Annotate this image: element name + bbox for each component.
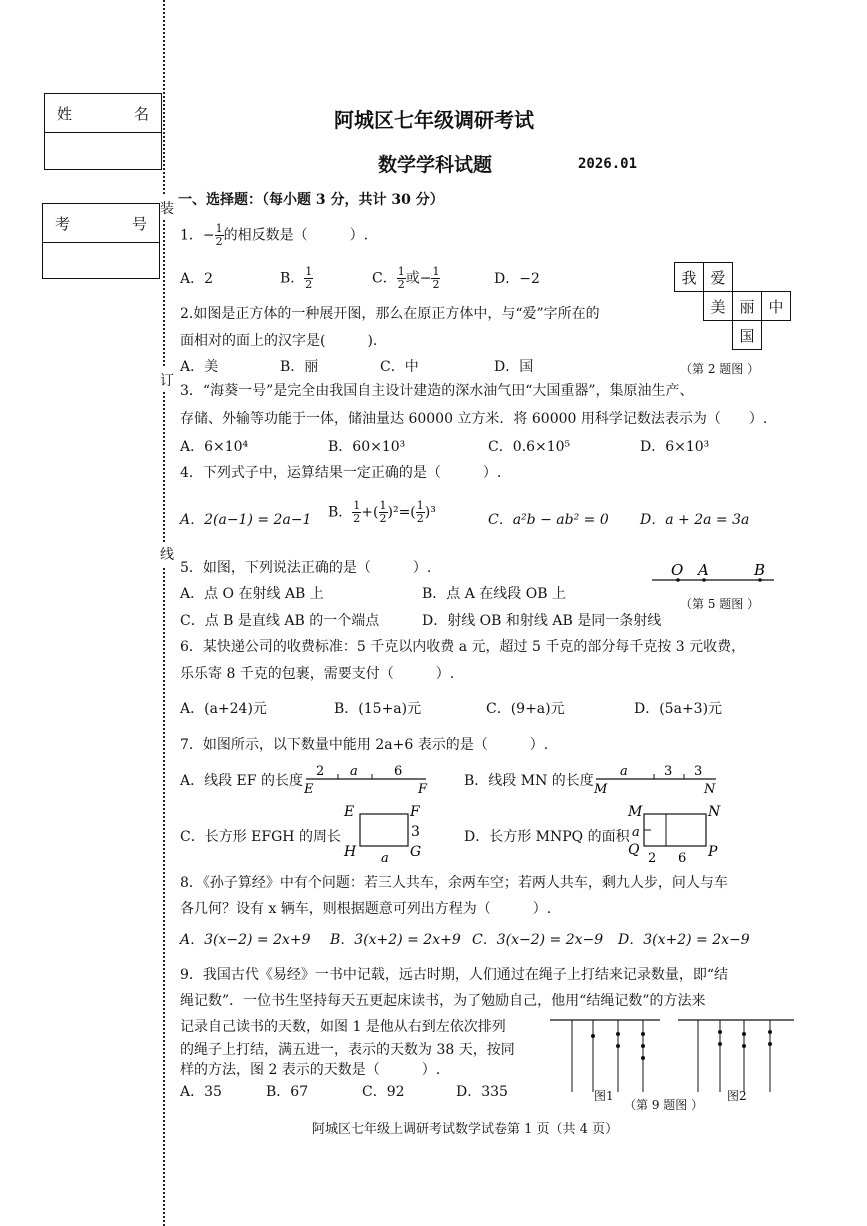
q6-stem-line1: 6．某快递公司的收费标准：5 千克以内收费 a 元，超过 5 千克的部分每千克按 3 元收费， bbox=[180, 639, 746, 655]
q2-stem-line2: 面相对的面上的汉字是( ). bbox=[180, 333, 378, 349]
q5-option-b[interactable]: B．点 A 在线段 OB 上 bbox=[422, 586, 566, 602]
mnpq-label-m: M bbox=[628, 804, 643, 820]
efgh-side-3: 3 bbox=[411, 824, 420, 840]
q3-option-c[interactable]: C．0.6×10⁵ bbox=[488, 439, 571, 455]
q2-option-a[interactable]: A．美 bbox=[180, 359, 219, 375]
binding-mark-1: 装 bbox=[160, 196, 174, 220]
q4-stem: 4．下列式子中，运算结果一定正确的是（ ）. bbox=[180, 465, 502, 481]
mn-label-a: a bbox=[620, 764, 628, 779]
point-a-label: A bbox=[698, 561, 709, 579]
q4-option-d[interactable]: D．a + 2a = 3a bbox=[640, 512, 750, 528]
q9-option-a[interactable]: A．35 bbox=[180, 1084, 222, 1100]
mnpq-side-a: a bbox=[632, 825, 640, 840]
mnpq-label-p: P bbox=[708, 844, 718, 860]
q5-figure-caption: （第 5 题图 ） bbox=[680, 597, 760, 611]
q9-stem-line1: 9．我国古代《易经》一书中记载，远古时期，人们通过在绳子上打结来记录数量，即“结 bbox=[180, 967, 729, 983]
q7-mn-segment-figure bbox=[592, 760, 720, 796]
efgh-label-h: H bbox=[344, 844, 357, 860]
name-label-right: 名 bbox=[133, 104, 149, 123]
q9-option-c[interactable]: C．92 bbox=[362, 1084, 405, 1100]
q7-ef-segment-figure bbox=[302, 760, 432, 796]
ef-label-2: 2 bbox=[316, 764, 325, 779]
q9-option-d[interactable]: D．335 bbox=[456, 1084, 508, 1100]
q8-stem-line2: 各几何？设有 x 辆车，则根据题意可列出方程为（ ）. bbox=[180, 901, 552, 917]
mnpq-label-q: Q bbox=[628, 842, 640, 858]
q9-figure1-label: 图1 bbox=[594, 1089, 614, 1103]
q7-option-a[interactable]: A．线段 EF 的长度 bbox=[180, 773, 303, 789]
q6-option-a[interactable]: A．(a+24)元 bbox=[180, 701, 267, 717]
mn-label-3b: 3 bbox=[694, 764, 703, 779]
net-cell-5: 中 bbox=[761, 291, 791, 321]
q3-stem-line2: 存储、外输等功能于一体，储油量达 60000 立方米．将 60000 用科学记数法表示为（ ）. bbox=[180, 411, 768, 427]
q4-option-a[interactable]: A．2(a−1) = 2a−1 bbox=[180, 512, 312, 528]
efgh-label-f: F bbox=[410, 804, 420, 820]
name-box[interactable] bbox=[44, 93, 162, 170]
q6-stem-line2: 乐乐寄 8 千克的包裹，需要支付（ ）. bbox=[180, 666, 455, 682]
q4-option-c[interactable]: C．a²b − ab² = 0 bbox=[488, 512, 609, 528]
mn-label-m: M bbox=[594, 782, 608, 796]
q3-option-d[interactable]: D．6×10³ bbox=[640, 439, 710, 455]
q9-figure-caption: （第 9 题图 ） bbox=[624, 1098, 704, 1112]
q7-option-c[interactable]: C．长方形 EFGH 的周长 bbox=[180, 829, 341, 845]
q5-stem: 5．如图，下列说法正确的是（ ）. bbox=[180, 560, 432, 576]
q7-option-d[interactable]: D．长方形 MNPQ 的面积 bbox=[464, 829, 630, 845]
q8-stem-line1: 8．《孙子算经》中有个问题：若三人共车，余两车空；若两人共车，剩九人步，问人与车 bbox=[180, 875, 728, 891]
exam-title: 阿城区七年级调研考试 bbox=[334, 108, 534, 132]
net-cell-4: 丽 bbox=[732, 291, 762, 321]
section-heading: 一、选择题：（每小题 3 分，共计 30 分） bbox=[178, 192, 444, 208]
mnpq-side-2: 2 bbox=[648, 851, 657, 866]
q1-stem: 1．− $\frac{1}{2}$ 的相反数是（ ）. bbox=[180, 222, 369, 249]
binding-mark-2: 订 bbox=[160, 368, 174, 392]
point-o-label: O bbox=[671, 561, 684, 579]
q2-figure-caption: （第 2 题图 ） bbox=[680, 362, 760, 376]
q3-stem-line1: 3．“海葵一号”是完全由我国自主设计建造的深水油气田“大国重器”，集原油生产、 bbox=[180, 383, 694, 399]
q1-fraction: $\frac{1}{2}$ bbox=[215, 222, 223, 249]
q5-option-d[interactable]: D．射线 OB 和射线 AB 是同一条射线 bbox=[422, 613, 662, 629]
name-label-left: 姓 bbox=[57, 104, 73, 123]
q7-mnpq-rectangle-figure bbox=[626, 802, 726, 866]
q6-option-c[interactable]: C．(9+a)元 bbox=[486, 701, 565, 717]
q8-option-b[interactable]: B．3(x+2) = 2x+9 bbox=[330, 932, 461, 948]
q8-option-a[interactable]: A．3(x−2) = 2x+9 bbox=[180, 932, 311, 948]
mnpq-side-6: 6 bbox=[678, 851, 687, 866]
q1-option-c[interactable]: C． $\frac{1}{2}$ 或− $\frac{1}{2}$ bbox=[372, 265, 440, 292]
ef-label-6: 6 bbox=[394, 764, 403, 779]
q1-option-b[interactable]: B． $\frac{1}{2}$ bbox=[280, 265, 313, 292]
q6-option-d[interactable]: D．(5a+3)元 bbox=[634, 701, 723, 717]
net-cell-6: 国 bbox=[732, 320, 762, 350]
ef-label-e: E bbox=[304, 782, 314, 796]
q9-stem-line5: 样的方法，图 2 表示的天数是（ ）. bbox=[180, 1062, 441, 1078]
q5-option-c[interactable]: C．点 B 是直线 AB 的一个端点 bbox=[180, 613, 380, 629]
q4-option-b[interactable]: B． $\frac{1}{2}$ +( $\frac{1}{2}$ )²=( $\frac{1}{2}$ )³ bbox=[328, 499, 436, 526]
exam-subtitle: 数学学科试题 bbox=[378, 154, 493, 176]
q2-stem-line1: 2.如图是正方体的一种展开图，那么在原正方体中，与“爱”字所在的 bbox=[180, 306, 600, 322]
q2-option-b[interactable]: B．丽 bbox=[280, 359, 319, 375]
q9-option-b[interactable]: B．67 bbox=[266, 1084, 309, 1100]
ef-label-a: a bbox=[350, 764, 358, 779]
q8-option-c[interactable]: C．3(x−2) = 2x−9 bbox=[472, 932, 604, 948]
q1-number: 1． bbox=[180, 227, 203, 244]
efgh-label-g: G bbox=[410, 844, 422, 860]
net-cell-1: 我 bbox=[674, 262, 704, 292]
exam-date: 2026.01 bbox=[578, 156, 638, 172]
q2-option-d[interactable]: D．国 bbox=[494, 359, 534, 375]
net-cell-3: 美 bbox=[703, 291, 733, 321]
q7-stem: 7．如图所示，以下数量中能用 2a+6 表示的是（ ）. bbox=[180, 737, 549, 753]
q3-option-a[interactable]: A．6×10⁴ bbox=[180, 439, 249, 455]
binding-dotted-line bbox=[163, 0, 165, 1226]
q1-option-a[interactable]: A．2 bbox=[180, 271, 214, 287]
net-cell-2: 爱 bbox=[703, 262, 733, 292]
q9-stem-line4: 的绳子上打结，满五进一，表示的天数为 38 天，按同 bbox=[180, 1042, 515, 1058]
q1-text: 的相反数是（ ）. bbox=[223, 227, 369, 244]
mn-label-n: N bbox=[704, 782, 716, 796]
exam-no-label-right: 号 bbox=[131, 214, 147, 233]
q7-efgh-rectangle-figure bbox=[340, 802, 430, 866]
q9-figure2-label: 图2 bbox=[727, 1089, 747, 1103]
ef-label-f: F bbox=[418, 782, 428, 796]
q9-stem-line3: 记录自己读书的天数，如图 1 是他从右到左依次排列 bbox=[180, 1019, 506, 1035]
q9-stem-line2: 绳记数”．一位书生坚持每天五更起床读书，为了勉励自己，他用“结绳记数”的方法来 bbox=[180, 993, 706, 1009]
mnpq-label-n: N bbox=[708, 804, 721, 820]
q5-option-a[interactable]: A．点 O 在射线 AB 上 bbox=[180, 586, 324, 602]
q6-option-b[interactable]: B．(15+a)元 bbox=[334, 701, 422, 717]
efgh-side-a: a bbox=[381, 851, 389, 866]
q8-option-d[interactable]: D．3(x+2) = 2x−9 bbox=[618, 932, 750, 948]
exam-no-label-left: 考 bbox=[55, 214, 71, 233]
binding-mark-3: 线 bbox=[160, 542, 174, 566]
q7-option-b[interactable]: B．线段 MN 的长度 bbox=[464, 773, 594, 789]
mn-label-3a: 3 bbox=[664, 764, 673, 779]
point-b-label: B bbox=[754, 561, 766, 579]
q5-ray-figure bbox=[648, 560, 778, 590]
efgh-label-e: E bbox=[344, 804, 355, 820]
q2-option-c[interactable]: C．中 bbox=[380, 359, 419, 375]
exam-number-box[interactable] bbox=[42, 203, 160, 279]
q9-knot-figures bbox=[548, 1012, 798, 1104]
q1-option-d[interactable]: D．−2 bbox=[494, 271, 540, 287]
q3-option-b[interactable]: B．60×10³ bbox=[328, 439, 406, 455]
page-footer: 阿城区七年级上调研考试数学试卷第 1 页（共 4 页） bbox=[312, 1122, 619, 1137]
